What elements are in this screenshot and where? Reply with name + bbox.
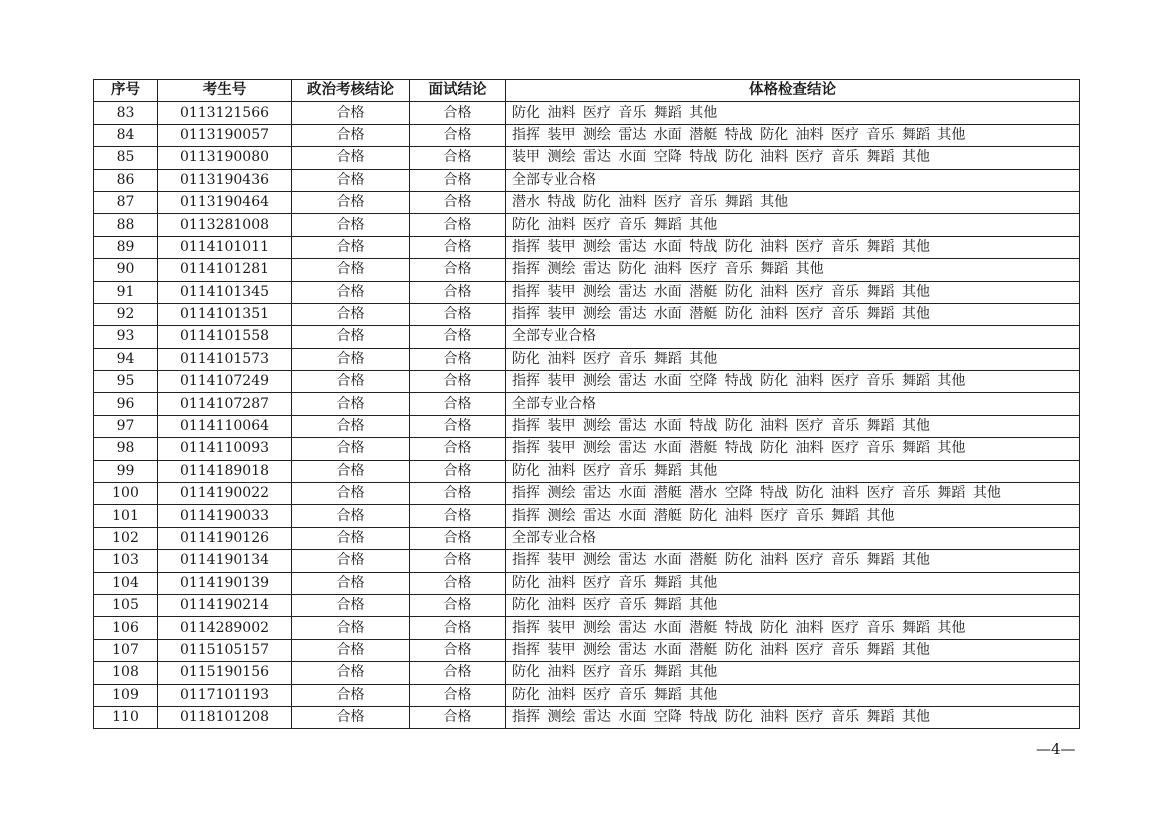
table-row [94, 348, 1080, 370]
table-row [94, 303, 1080, 325]
cell-physical: 指挥 测绘 雷达 水面 潜艇 潜水 空降 特战 防化 油料 医疗 音乐 舞蹈 其他 [506, 483, 1080, 505]
cell-seq: 102 [94, 527, 158, 549]
cell-physical: 指挥 装甲 测绘 雷达 水面 特战 防化 油料 医疗 音乐 舞蹈 其他 [506, 236, 1080, 258]
table-row [94, 281, 1080, 303]
cell-exam-id: 0113190080 [158, 147, 292, 169]
cell-political: 合格 [292, 124, 410, 146]
cell-seq: 90 [94, 259, 158, 281]
table-row [94, 483, 1080, 505]
cell-political: 合格 [292, 281, 410, 303]
table-row [94, 371, 1080, 393]
cell-exam-id: 0114110064 [158, 415, 292, 437]
cell-physical: 防化 油料 医疗 音乐 舞蹈 其他 [506, 594, 1080, 616]
cell-physical: 指挥 测绘 雷达 防化 油料 医疗 音乐 舞蹈 其他 [506, 259, 1080, 281]
cell-interview: 合格 [410, 550, 506, 572]
cell-interview: 合格 [410, 438, 506, 460]
header-seq: 序号 [94, 80, 158, 102]
cell-political: 合格 [292, 303, 410, 325]
table-row [94, 617, 1080, 639]
cell-physical: 指挥 装甲 测绘 雷达 水面 潜艇 防化 油料 医疗 音乐 舞蹈 其他 [506, 303, 1080, 325]
cell-physical: 指挥 装甲 测绘 雷达 水面 空降 特战 防化 油料 医疗 音乐 舞蹈 其他 [506, 371, 1080, 393]
cell-interview: 合格 [410, 415, 506, 437]
table-row [94, 124, 1080, 146]
cell-exam-id: 0114101281 [158, 259, 292, 281]
cell-seq: 103 [94, 550, 158, 572]
cell-interview: 合格 [410, 483, 506, 505]
cell-exam-id: 0114101011 [158, 236, 292, 258]
cell-physical: 指挥 装甲 测绘 雷达 水面 潜艇 防化 油料 医疗 音乐 舞蹈 其他 [506, 550, 1080, 572]
cell-seq: 96 [94, 393, 158, 415]
cell-seq: 110 [94, 706, 158, 728]
cell-seq: 88 [94, 214, 158, 236]
table-body [94, 102, 1080, 729]
table-row [94, 393, 1080, 415]
cell-interview: 合格 [410, 706, 506, 728]
cell-interview: 合格 [410, 169, 506, 191]
cell-physical: 防化 油料 医疗 音乐 舞蹈 其他 [506, 214, 1080, 236]
cell-interview: 合格 [410, 527, 506, 549]
cell-physical: 防化 油料 医疗 音乐 舞蹈 其他 [506, 572, 1080, 594]
page-number: —4— [1036, 740, 1076, 758]
cell-political: 合格 [292, 415, 410, 437]
cell-seq: 83 [94, 102, 158, 124]
cell-political: 合格 [292, 706, 410, 728]
cell-physical: 指挥 装甲 测绘 雷达 水面 潜艇 防化 油料 医疗 音乐 舞蹈 其他 [506, 281, 1080, 303]
cell-political: 合格 [292, 483, 410, 505]
table-row [94, 639, 1080, 661]
cell-interview: 合格 [410, 214, 506, 236]
header-physical: 体格检查结论 [506, 80, 1080, 102]
cell-seq: 92 [94, 303, 158, 325]
cell-exam-id: 0114190134 [158, 550, 292, 572]
cell-physical: 防化 油料 医疗 音乐 舞蹈 其他 [506, 460, 1080, 482]
results-table [93, 79, 1080, 729]
cell-exam-id: 0114110093 [158, 438, 292, 460]
table-row [94, 102, 1080, 124]
cell-political: 合格 [292, 684, 410, 706]
cell-political: 合格 [292, 259, 410, 281]
cell-interview: 合格 [410, 124, 506, 146]
cell-exam-id: 0114107249 [158, 371, 292, 393]
cell-political: 合格 [292, 594, 410, 616]
cell-seq: 107 [94, 639, 158, 661]
cell-physical: 指挥 装甲 测绘 雷达 水面 潜艇 特战 防化 油料 医疗 音乐 舞蹈 其他 [506, 617, 1080, 639]
cell-interview: 合格 [410, 684, 506, 706]
cell-exam-id: 0118101208 [158, 706, 292, 728]
cell-seq: 98 [94, 438, 158, 460]
cell-interview: 合格 [410, 303, 506, 325]
cell-seq: 105 [94, 594, 158, 616]
cell-interview: 合格 [410, 393, 506, 415]
table-row [94, 147, 1080, 169]
cell-exam-id: 0114101345 [158, 281, 292, 303]
cell-political: 合格 [292, 236, 410, 258]
cell-seq: 94 [94, 348, 158, 370]
cell-seq: 101 [94, 505, 158, 527]
table-row [94, 572, 1080, 594]
cell-exam-id: 0114101558 [158, 326, 292, 348]
cell-physical: 指挥 装甲 测绘 雷达 水面 潜艇 防化 油料 医疗 音乐 舞蹈 其他 [506, 639, 1080, 661]
cell-seq: 93 [94, 326, 158, 348]
cell-political: 合格 [292, 102, 410, 124]
table-row [94, 191, 1080, 213]
table-row [94, 594, 1080, 616]
cell-exam-id: 0114107287 [158, 393, 292, 415]
table-row [94, 662, 1080, 684]
cell-interview: 合格 [410, 594, 506, 616]
table-row [94, 684, 1080, 706]
header-row [94, 80, 1080, 102]
cell-interview: 合格 [410, 639, 506, 661]
cell-physical: 指挥 装甲 测绘 雷达 水面 潜艇 特战 防化 油料 医疗 音乐 舞蹈 其他 [506, 438, 1080, 460]
table-row [94, 236, 1080, 258]
cell-exam-id: 0114189018 [158, 460, 292, 482]
cell-seq: 89 [94, 236, 158, 258]
table-row [94, 438, 1080, 460]
cell-seq: 85 [94, 147, 158, 169]
cell-political: 合格 [292, 460, 410, 482]
cell-political: 合格 [292, 505, 410, 527]
cell-political: 合格 [292, 662, 410, 684]
cell-seq: 100 [94, 483, 158, 505]
cell-seq: 95 [94, 371, 158, 393]
cell-seq: 104 [94, 572, 158, 594]
cell-interview: 合格 [410, 281, 506, 303]
cell-exam-id: 0113190057 [158, 124, 292, 146]
cell-physical: 防化 油料 医疗 音乐 舞蹈 其他 [506, 102, 1080, 124]
cell-interview: 合格 [410, 259, 506, 281]
cell-political: 合格 [292, 393, 410, 415]
cell-exam-id: 0114190139 [158, 572, 292, 594]
cell-exam-id: 0113190464 [158, 191, 292, 213]
cell-political: 合格 [292, 169, 410, 191]
cell-political: 合格 [292, 617, 410, 639]
cell-seq: 84 [94, 124, 158, 146]
cell-exam-id: 0114101573 [158, 348, 292, 370]
cell-exam-id: 0114190033 [158, 505, 292, 527]
cell-political: 合格 [292, 371, 410, 393]
cell-exam-id: 0117101193 [158, 684, 292, 706]
table-row [94, 706, 1080, 728]
cell-political: 合格 [292, 572, 410, 594]
table-row [94, 259, 1080, 281]
cell-physical: 全部专业合格 [506, 393, 1080, 415]
header-exam-id: 考生号 [158, 80, 292, 102]
cell-physical: 全部专业合格 [506, 326, 1080, 348]
cell-interview: 合格 [410, 102, 506, 124]
cell-exam-id: 0114190022 [158, 483, 292, 505]
cell-interview: 合格 [410, 460, 506, 482]
table-row [94, 527, 1080, 549]
cell-exam-id: 0113190436 [158, 169, 292, 191]
table-row [94, 550, 1080, 572]
table-row [94, 415, 1080, 437]
cell-seq: 108 [94, 662, 158, 684]
cell-exam-id: 0114289002 [158, 617, 292, 639]
table-row [94, 460, 1080, 482]
cell-seq: 106 [94, 617, 158, 639]
cell-exam-id: 0114190214 [158, 594, 292, 616]
cell-political: 合格 [292, 326, 410, 348]
cell-interview: 合格 [410, 326, 506, 348]
cell-seq: 91 [94, 281, 158, 303]
cell-exam-id: 0114190126 [158, 527, 292, 549]
cell-physical: 指挥 测绘 雷达 水面 空降 特战 防化 油料 医疗 音乐 舞蹈 其他 [506, 706, 1080, 728]
table-row [94, 505, 1080, 527]
cell-interview: 合格 [410, 505, 506, 527]
cell-political: 合格 [292, 527, 410, 549]
cell-exam-id: 0114101351 [158, 303, 292, 325]
cell-interview: 合格 [410, 662, 506, 684]
cell-physical: 全部专业合格 [506, 527, 1080, 549]
cell-political: 合格 [292, 214, 410, 236]
cell-exam-id: 0115105157 [158, 639, 292, 661]
cell-exam-id: 0115190156 [158, 662, 292, 684]
cell-political: 合格 [292, 550, 410, 572]
cell-exam-id: 0113121566 [158, 102, 292, 124]
cell-physical: 装甲 测绘 雷达 水面 空降 特战 防化 油料 医疗 音乐 舞蹈 其他 [506, 147, 1080, 169]
cell-exam-id: 0113281008 [158, 214, 292, 236]
cell-interview: 合格 [410, 617, 506, 639]
cell-physical: 防化 油料 医疗 音乐 舞蹈 其他 [506, 684, 1080, 706]
cell-political: 合格 [292, 191, 410, 213]
cell-interview: 合格 [410, 371, 506, 393]
cell-interview: 合格 [410, 236, 506, 258]
cell-seq: 87 [94, 191, 158, 213]
cell-seq: 99 [94, 460, 158, 482]
cell-seq: 86 [94, 169, 158, 191]
table-row [94, 326, 1080, 348]
cell-seq: 109 [94, 684, 158, 706]
cell-political: 合格 [292, 147, 410, 169]
cell-political: 合格 [292, 639, 410, 661]
header-political: 政治考核结论 [292, 80, 410, 102]
cell-physical: 指挥 测绘 雷达 水面 潜艇 防化 油料 医疗 音乐 舞蹈 其他 [506, 505, 1080, 527]
cell-physical: 指挥 装甲 测绘 雷达 水面 特战 防化 油料 医疗 音乐 舞蹈 其他 [506, 415, 1080, 437]
table-row [94, 169, 1080, 191]
cell-physical: 潜水 特战 防化 油料 医疗 音乐 舞蹈 其他 [506, 191, 1080, 213]
cell-seq: 97 [94, 415, 158, 437]
cell-political: 合格 [292, 348, 410, 370]
cell-interview: 合格 [410, 147, 506, 169]
cell-physical: 防化 油料 医疗 音乐 舞蹈 其他 [506, 348, 1080, 370]
table-row [94, 214, 1080, 236]
header-interview: 面试结论 [410, 80, 506, 102]
cell-political: 合格 [292, 438, 410, 460]
cell-interview: 合格 [410, 572, 506, 594]
cell-physical: 防化 油料 医疗 音乐 舞蹈 其他 [506, 662, 1080, 684]
cell-physical: 指挥 装甲 测绘 雷达 水面 潜艇 特战 防化 油料 医疗 音乐 舞蹈 其他 [506, 124, 1080, 146]
cell-interview: 合格 [410, 191, 506, 213]
cell-interview: 合格 [410, 348, 506, 370]
cell-physical: 全部专业合格 [506, 169, 1080, 191]
